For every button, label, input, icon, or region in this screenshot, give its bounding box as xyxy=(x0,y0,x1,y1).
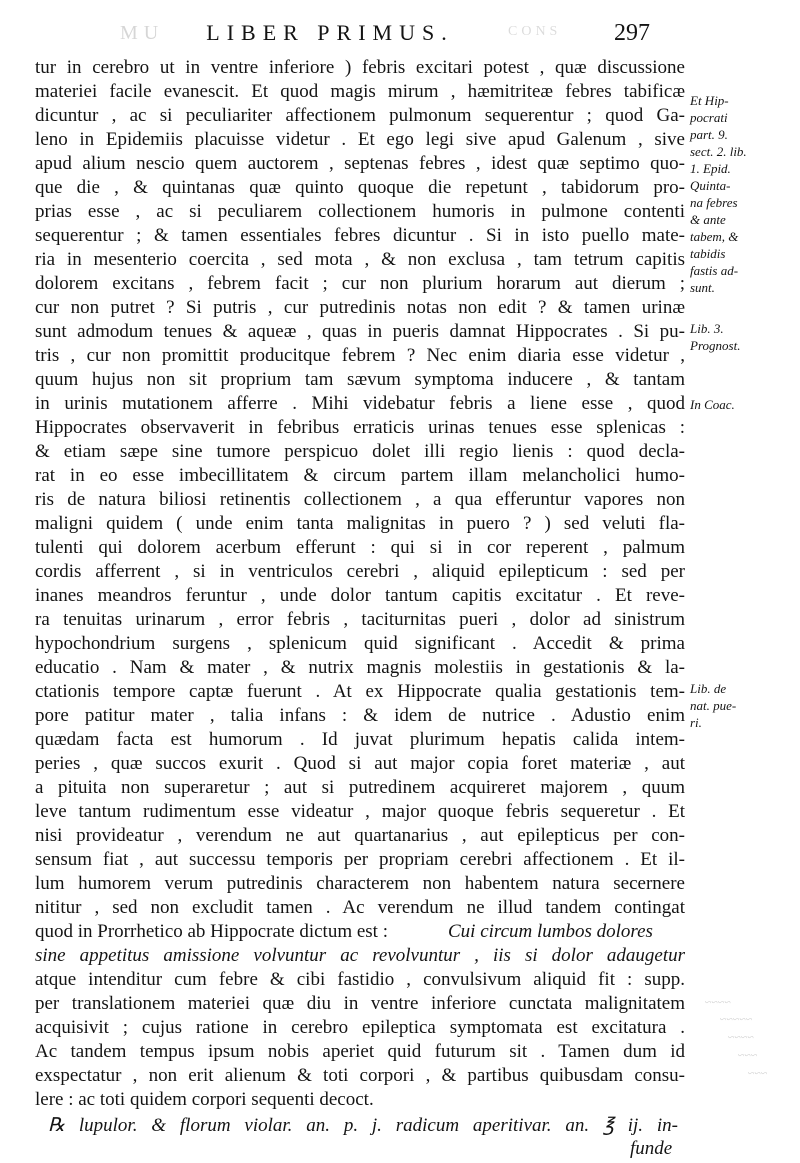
margin-note: Lib. de xyxy=(690,681,727,696)
text-line: dolorem excitans , febrem facit ; cur non plurium horarum aut dierum ; xyxy=(35,273,685,294)
text-line: sensum fiat , aut successu temporis per propriam cerebri affectionem . Et il- xyxy=(35,849,685,870)
margin-note: ri. xyxy=(690,715,702,730)
text-line: quod in Prorrhetico ab Hippocrate dictum est : xyxy=(35,921,388,942)
text-line: quum hujus non sit proprium tam sævum symptoma inducere , & tantam xyxy=(35,369,685,390)
margin-note: Lib. 3. xyxy=(690,321,724,336)
text-line: lere : ac toti quidem corpori sequenti decoct. xyxy=(35,1089,374,1110)
margin-note: Et Hip- xyxy=(690,93,729,108)
text-line: in urinis mutationem afferre . Mihi videbatur febris a liene esse , quod xyxy=(35,393,685,414)
text-line: que die , & quintanas quæ quinto quoque die repetunt , tabidorum pro- xyxy=(35,177,685,198)
margin-note: nat. pue- xyxy=(690,698,737,713)
text-line: hypochondrium surgens , splenicum quid significant . Accedit & prima xyxy=(35,633,685,654)
text-line: Ac tandem tempus ipsum nobis aperiet quid futurum sit . Tamen dum id xyxy=(35,1041,685,1062)
text-line: ra tenuitas urinarum , error febris , taciturnitas pueri , dolor ad sinistrum xyxy=(35,609,685,630)
margin-note: part. 9. xyxy=(690,127,728,142)
text-line: a pituita non superaretur ; aut si putredinem acquireret majorem , quum xyxy=(35,777,685,798)
text-line: & etiam sæpe sine tumore perspicuo dolet illi regio lienis : quod decla- xyxy=(35,441,685,462)
text-line: prias esse , ac si peculiarem collectionem humoris in pulmone contenti xyxy=(35,201,685,222)
bleed-through-mark: ~~~ xyxy=(738,1048,758,1062)
text-line: per translationem materiei quæ diu in ventre inferiore cunctata malignitatem xyxy=(35,993,685,1014)
text-line: peries , quæ succos exurit . Quod si aut major copia foret materiæ , aut xyxy=(35,753,685,774)
text-line: quædam facta est humorum . Id juvat plurimum hepatis calida intem- xyxy=(35,729,685,750)
margin-note: tabem, & xyxy=(690,229,739,244)
bleed-through-header-left: MU xyxy=(120,22,165,44)
text-line: exspectatur , non erit alienum & toti corpori , & partibus quibusdam consu- xyxy=(35,1065,685,1086)
text-line: atque intenditur cum febre & cibi fastidio , convulsivum aliquid fit : supp. xyxy=(35,969,685,990)
margin-note: 1. Epid. xyxy=(690,161,731,176)
italic-quotation-start: Cui circum lumbos dolores xyxy=(448,921,653,942)
text-line: lum humorem verum putredinis characterem non habentem natura secernere xyxy=(35,873,685,894)
text-line: ris de natura biliosi retinentis collectionem , a qua efferuntur vapores non xyxy=(35,489,685,510)
margin-note: sunt. xyxy=(690,280,715,295)
text-line: acquisivit ; cujus ratione in cerebro epileptica symptomata est excitatura . xyxy=(35,1017,685,1038)
text-line: pore patitur mater , talia infans : & idem de nutrice . Adustio enim xyxy=(35,705,685,726)
text-line: educatio . Nam & mater , & nutrix magnis molestiis in gestationis & la- xyxy=(35,657,685,678)
text-line: nititur , sed non excludit tamen . Ac verendum ne illud tandem contingat xyxy=(35,897,685,918)
italic-quotation-line: sine appetitus amissione volvuntur ac revolvuntur , iis si dolor adaugetur xyxy=(35,945,685,966)
text-line: maligni quidem ( unde enim tanta malignitas in puero ? ) sed veluti fla- xyxy=(35,513,685,534)
text-line: Hippocrates observaverit in febribus erraticis urinas tenues esse splenicas : xyxy=(35,417,685,438)
margin-note: pocrati xyxy=(690,110,728,125)
text-line: tris , cur non promittit producitque febrem ? Nec enim diaria esse videtur , xyxy=(35,345,685,366)
text-line: ria in mesenterio coercita , sed mota , & non exclusa , tam tetrum capitis xyxy=(35,249,685,270)
margin-note: In Coac. xyxy=(690,397,735,412)
text-line: tulenti qui dolorem acerbum efferunt : qui si in cor reperent , palmum xyxy=(35,537,685,558)
text-line: inanes meandros feruntur , unde dolor tantum capitis excitatur . Et reve- xyxy=(35,585,685,606)
text-line: cur non putret ? Si putris , cur putredinis notas non edit ? & tamen urinæ xyxy=(35,297,685,318)
text-line: apud alium nescio quem auctorem , septenas febres , idest quæ septimo quo- xyxy=(35,153,685,174)
catchword: funde xyxy=(630,1138,673,1159)
bleed-through-mark: ~~~~ xyxy=(728,1030,754,1044)
text-line: sequerentur ; & tamen essentiales febres dicuntur . Si in isto puello mate- xyxy=(35,225,685,246)
bleed-through-mark: ~~~~~ xyxy=(720,1012,753,1026)
bleed-through-mark: ~~~ xyxy=(748,1066,768,1080)
margin-note: fastis ad- xyxy=(690,263,739,278)
text-line: dicuntur , ac si peculiariter affectionem pulmonum sequerentur ; quod Ga- xyxy=(35,105,685,126)
margin-note: & ante xyxy=(690,212,726,227)
text-line: sunt admodum tenues & aqueæ , quas in pueris damnat Hippocrates . Si pu- xyxy=(35,321,685,342)
bleed-through-mark: ~~~~ xyxy=(705,995,731,1009)
text-line: leno in Epidemiis placuisse videtur . Et ego legi sive apud Galenum , sive xyxy=(35,129,685,150)
text-line: nisi provideatur , verendum ne aut quartanarius , aut epilepticus per con- xyxy=(35,825,685,846)
text-line: rat in eo esse imbecillitatem & circum partem illam melancholici humo- xyxy=(35,465,685,486)
margin-note: na febres xyxy=(690,195,738,210)
margin-note: Quinta- xyxy=(690,178,731,193)
text-line: ctationis tempore captæ fuerunt . At ex Hippocrate qualia gestationis tem- xyxy=(35,681,685,702)
text-line: materiei facile evanescit. Et quod magis mirum , hæmitriteæ febres tabificæ xyxy=(35,81,685,102)
page-number: 297 xyxy=(614,20,650,46)
text-line: cordis afferrent , si in ventriculos cerebri , aliquid epilepticum : sed per xyxy=(35,561,685,582)
margin-note: Prognost. xyxy=(690,338,741,353)
text-line: leve tantum rudimentum esse videatur , major quoque febris sequeretur . Et xyxy=(35,801,685,822)
bleed-through-header-right: CONS xyxy=(508,24,562,39)
text-line: tur in cerebro ut in ventre inferiore ) febris excitari potest , quæ discussione xyxy=(35,57,685,78)
prescription-line: ℞ lupulor. & florum violar. an. p. j. radicum aperitivar. an. ℥ ij. in- xyxy=(48,1115,678,1136)
running-head-title: LIBER PRIMUS. xyxy=(206,20,454,45)
margin-note: tabidis xyxy=(690,246,726,261)
margin-note: sect. 2. lib. xyxy=(690,144,747,159)
